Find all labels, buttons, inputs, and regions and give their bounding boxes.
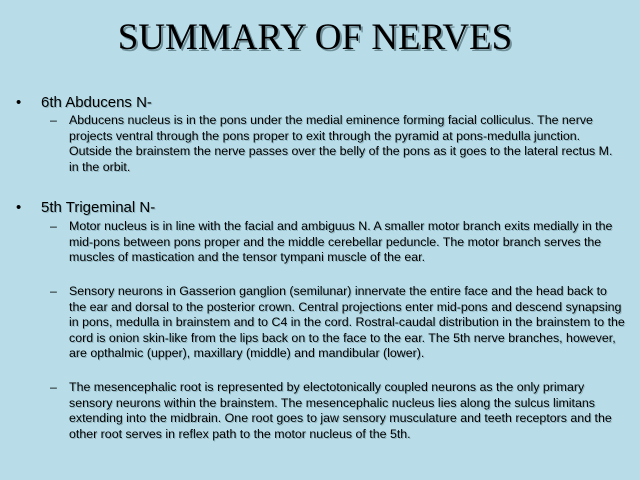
bullet-dot: • — [16, 94, 22, 111]
sub-item-trigeminal-motor — [50, 219, 625, 266]
slide-title: SUMMARY OF NERVES — [117, 17, 513, 58]
dash-marker: – — [50, 219, 57, 233]
bullet-trigeminal — [16, 199, 155, 217]
sub-item-text: Sensory neurons in Gasserion ganglion (semilunar) innervate the entire face and the head back to the ear and dorsal to the posterior crown. Central projections enter mid-pons and descend synapsing in pons, medulla in brainstem and to C4 in the cord. Rostral-caudal distribution in the brainstem to the cord is onion skin-like from the lips back on to the face to the ear. The 5th nerve branches, however, are opthalmic (upper), maxillary (middle) and mandibular (lower). — [69, 284, 625, 360]
dash-marker: – — [50, 284, 57, 298]
dash-marker: – — [50, 380, 57, 394]
bullet-heading-abducens: 6th Abducens N- — [41, 94, 152, 111]
sub-item-trigeminal-sensory — [50, 284, 625, 362]
bullet-heading-trigeminal: 5th Trigeminal N- — [41, 199, 156, 216]
dash-marker: – — [50, 113, 57, 127]
sub-item-text: The mesencephalic root is represented by electotonically coupled neurons as the only primary sensory neurons within the brainstem. The mesencephalic nucleus lies along the sulcus limitans extending into the midbrain. One root goes to jaw sensory musculature and teeth receptors and the other root serves in reflex path to the motor nucleus of the 5th. — [69, 380, 612, 441]
sub-item-text: Motor nucleus is in line with the facial and ambiguus N. A smaller motor branch exits medially in the mid-pons between pons proper and the middle cerebellar peduncle. The motor branch serves the muscles of mastication and the tensor tympani muscle of the ear. — [69, 219, 613, 264]
sub-item-text: Abducens nucleus is in the pons under the medial eminence forming facial colliculus. The nerve projects ventral through the pons proper to exit through the pyramid at pons-medulla junction. Outside the brainstem the nerve passes over the belly of the pons as it goes to the lateral rectus M. in the orbit. — [69, 113, 613, 174]
bullet-dot: • — [16, 199, 22, 216]
sub-item-abducens-1 — [50, 113, 625, 175]
bullet-abducens — [16, 94, 152, 112]
sub-item-trigeminal-mesencephalic — [50, 380, 625, 442]
